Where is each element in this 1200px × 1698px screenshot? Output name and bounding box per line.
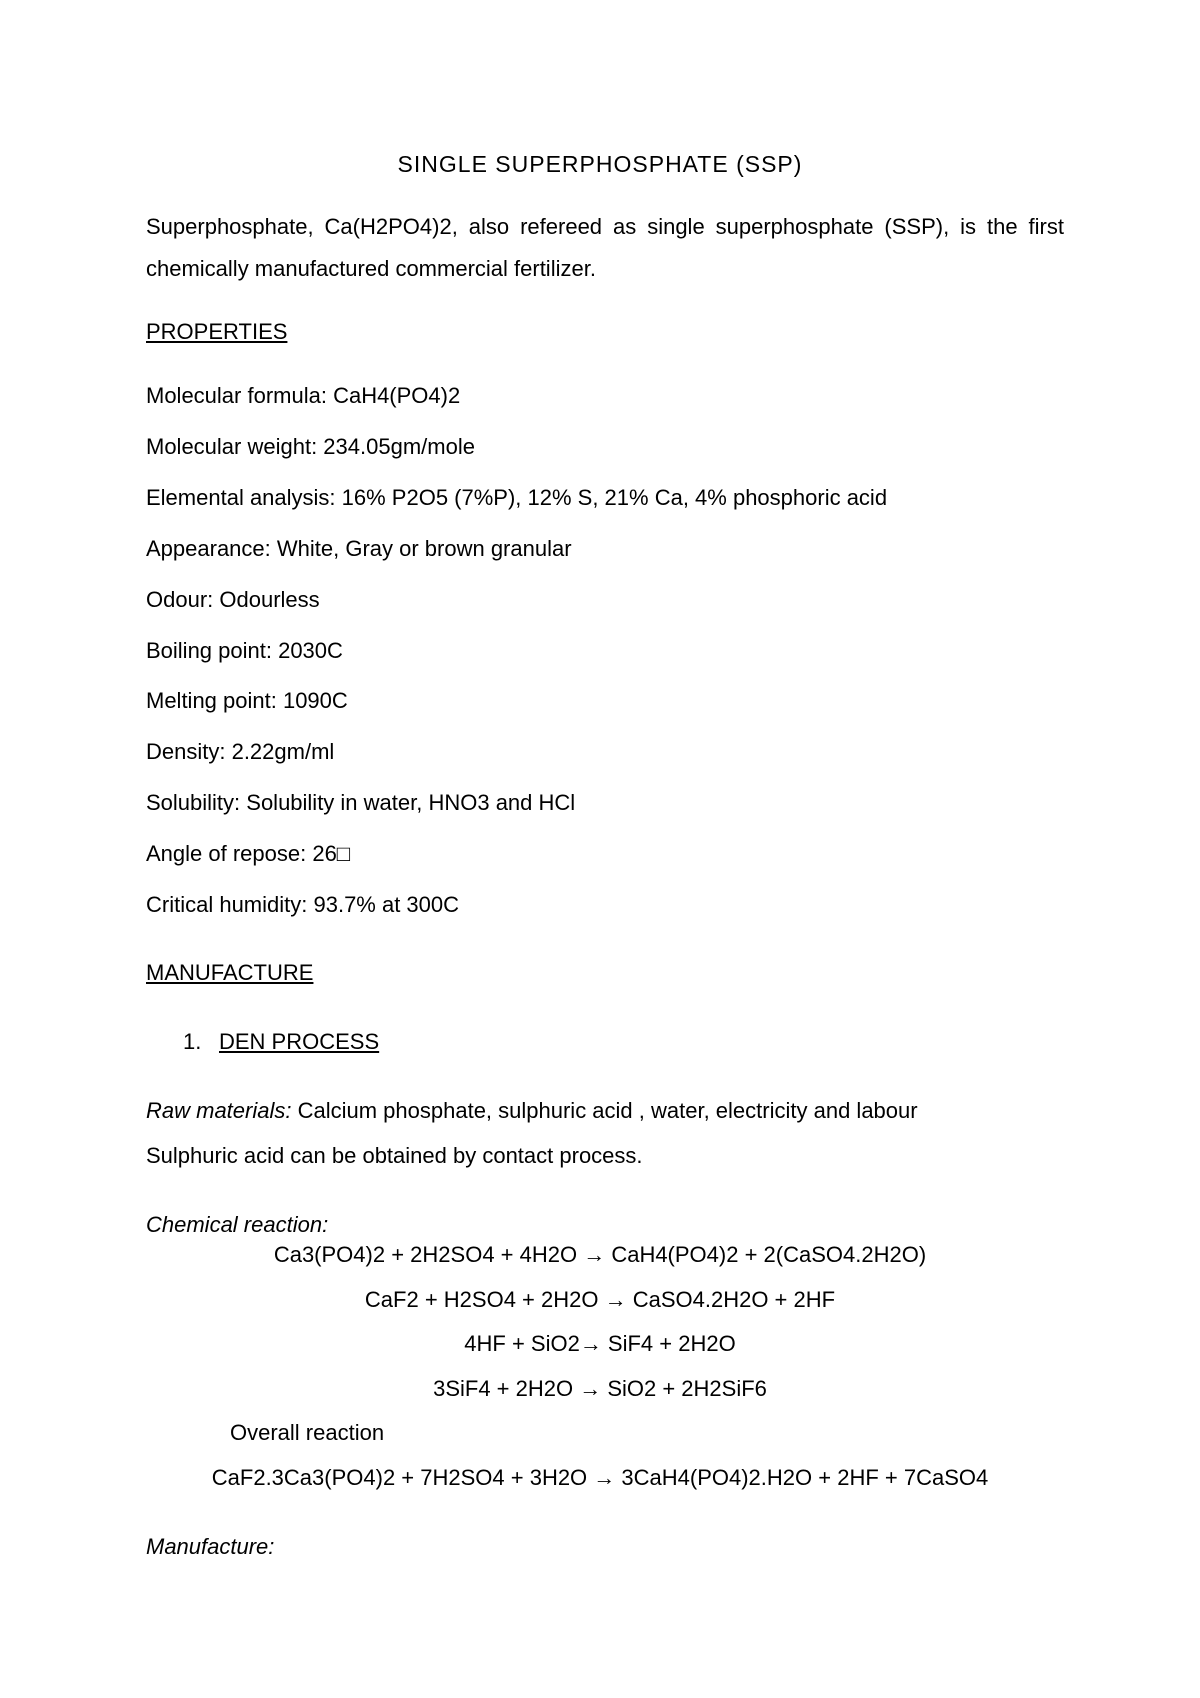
- manufacture-label: Manufacture:: [146, 1534, 275, 1559]
- property-odour: Odour: Odourless: [146, 587, 320, 612]
- reaction-equation: 4HF + SiO2→ SiF4 + 2H2O: [464, 1331, 736, 1356]
- property-molecular-weight: Molecular weight: 234.05gm/mole: [146, 434, 475, 459]
- process-item: [183, 1028, 379, 1056]
- reaction-equation: CaF2 + H2SO4 + 2H2O → CaSO4.2H2O + 2HF: [364, 1287, 836, 1312]
- sulphuric-acid-note: Sulphuric acid can be obtained by contact process.: [146, 1143, 643, 1168]
- manufacture-heading: MANUFACTURE: [146, 960, 314, 985]
- raw-materials-label: Raw materials:: [146, 1098, 292, 1123]
- overall-reaction-label: Overall reaction: [230, 1420, 385, 1445]
- property-critical-humidity: Critical humidity: 93.7% at 300C: [146, 892, 460, 917]
- property-molecular-formula: Molecular formula: CaH4(PO4)2: [146, 383, 461, 408]
- chemical-reaction-label: Chemical reaction:: [146, 1212, 329, 1237]
- page-title: SINGLE SUPERPHOSPHATE (SSP): [397, 151, 803, 177]
- property-melting-point: Melting point: 1090C: [146, 688, 348, 713]
- overall-reaction-equation: CaF2.3Ca3(PO4)2 + 7H2SO4 + 3H2O → 3CaH4(PO4)2.H2O + 2HF + 7CaSO4: [211, 1465, 989, 1490]
- process-name: DEN PROCESS: [219, 1029, 380, 1054]
- property-appearance: Appearance: White, Gray or brown granular: [146, 536, 572, 561]
- reaction-equation: Ca3(PO4)2 + 2H2SO4 + 4H2O → CaH4(PO4)2 + 2(CaSO4.2H2O): [273, 1242, 927, 1267]
- process-number: 1.: [183, 1029, 202, 1054]
- raw-materials-text: Calcium phosphate, sulphuric acid , water, electricity and labour: [291, 1098, 918, 1123]
- property-angle-of-repose: Angle of repose: 26□: [146, 841, 351, 866]
- property-solubility: Solubility: Solubility in water, HNO3 and HCl: [146, 790, 576, 815]
- raw-materials-line: [146, 1097, 918, 1125]
- property-density: Density: 2.22gm/ml: [146, 739, 335, 764]
- intro-paragraph: Superphosphate, Ca(H2PO4)2, also refereed as single superphosphate (SSP), is the first chemically manufactured commercial fertilizer.: [146, 214, 1064, 281]
- reaction-equation: 3SiF4 + 2H2O → SiO2 + 2H2SiF6: [433, 1376, 767, 1401]
- properties-heading: PROPERTIES: [146, 319, 288, 344]
- property-boiling-point: Boiling point: 2030C: [146, 638, 343, 663]
- property-elemental-analysis: Elemental analysis: 16% P2O5 (7%P), 12% S, 21% Ca, 4% phosphoric acid: [146, 485, 888, 510]
